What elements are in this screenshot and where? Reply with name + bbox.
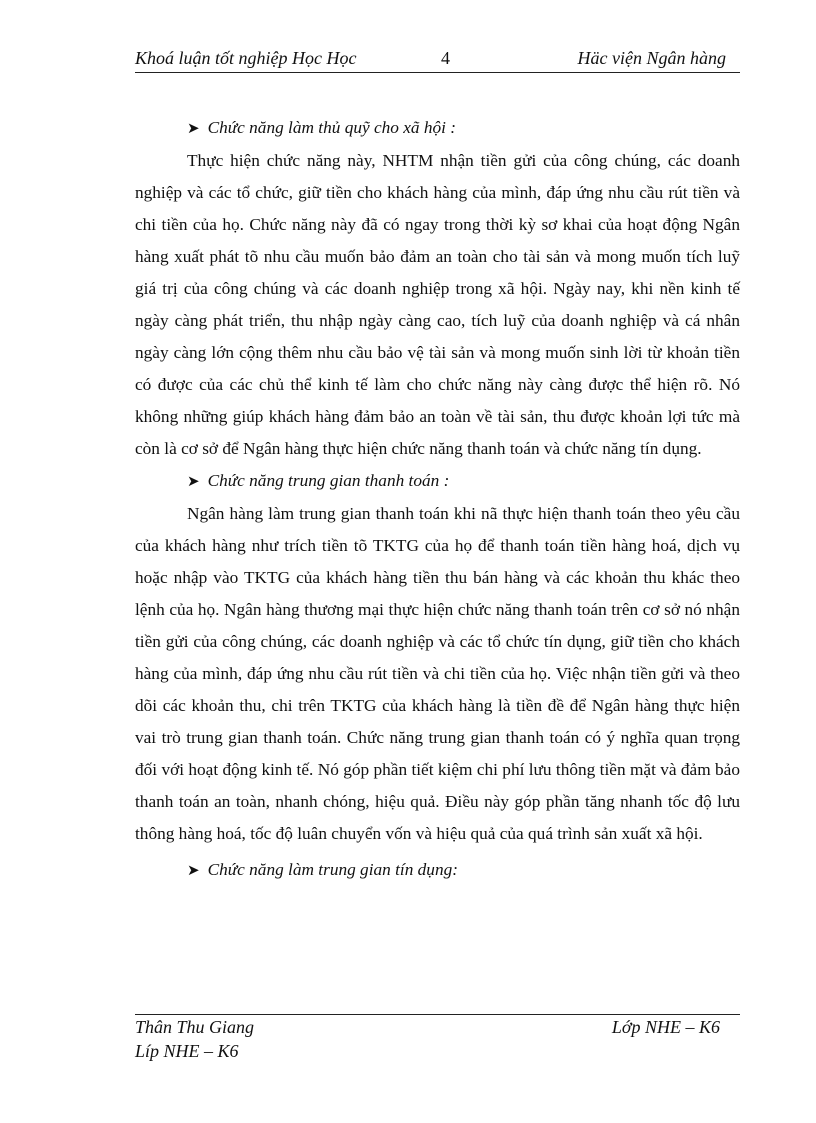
header-thesis-title: Khoá luận tốt nghiệp Học Học	[135, 48, 357, 68]
section-heading-text: Chức năng làm trung gian tín dụng:	[207, 860, 458, 879]
page-number: 4	[441, 48, 450, 68]
section-heading-text: Chức năng làm thủ quỹ cho xã hội :	[207, 118, 457, 137]
arrow-bullet-icon: ➤	[187, 121, 200, 137]
arrow-bullet-icon: ➤	[187, 863, 200, 879]
page-body	[135, 112, 740, 887]
section-heading	[135, 854, 740, 887]
section-heading	[135, 112, 740, 145]
paragraph: Thực hiện chức năng này, NHTM nhận tiền gửi của công chúng, các doanh nghiệp và các tổ chức, giữ tiền cho khách hàng của mình, đáp ứng nhu cầu rút tiền và chi tiền của họ. Chức năng này đã có ngay trong thời kỳ sơ khai của hoạt động Ngân hàng xuất phát tõ nhu cầu muốn bảo đảm an toàn cho tài sản và mong muốn tích luỹ giá trị của công chúng và các doanh nghiệp trong xã hội. Ngày nay, khi nền kinh tế ngày càng phát triển, thu nhập ngày càng cao, tích luỹ của doanh nghiệp và cá nhân ngày càng lớn cộng thêm nhu cầu bảo vệ tài sản và mong muốn sinh lời từ khoản tiền có được của các chủ thể kinh tế làm cho chức năng này càng được thể hiện rõ. Nó không những giúp khách hàng đảm bảo an toàn về tài sản, thu được khoản lợi tức mà còn là cơ sở để Ngân hàng thực hiện chức năng thanh toán và chức năng tín dụng.	[135, 151, 740, 458]
section-heading	[135, 465, 740, 498]
footer-class-left: Líp NHE – K6	[135, 1041, 239, 1061]
section-heading-text: Chức năng trung gian thanh toán :	[207, 471, 450, 490]
arrow-bullet-icon: ➤	[187, 474, 200, 490]
page-header	[135, 48, 740, 73]
footer-class-right: Lớp NHE – K6	[611, 1017, 720, 1037]
paragraph: Ngân hàng làm trung gian thanh toán khi nã thực hiện thanh toán theo yêu cầu của khách hàng như trích tiền tõ TKTG của họ để thanh toán tiền hàng hoá, dịch vụ hoặc nhập vào TKTG của khách hàng tiền thu bán hàng và các khoản thu khác theo lệnh của họ. Ngân hàng thương mại thực hiện chức năng thanh toán trên cơ sở nó nhận tiền gửi của công chúng, các doanh nghiệp và các tổ chức tín dụng, giữ tiền cho khách hàng của mình, đáp ứng nhu cầu rút tiền và chi tiền của họ. Việc nhận tiền gửi và theo dõi các khoản thu, chi trên TKTG của khách hàng là tiền đề để Ngân hàng thực hiện vai trò trung gian thanh toán. Chức năng trung gian thanh toán có ý nghĩa quan trọng đối với hoạt động kinh tế. Nó góp phần tiết kiệm chi phí lưu thông tiền mặt và đảm bảo thanh toán an toàn, nhanh chóng, hiệu quả. Điều này góp phần tăng nhanh tốc độ lưu thông hàng hoá, tốc độ luân chuyển vốn và hiệu quả của quá trình sản xuất xã hội.	[135, 504, 740, 843]
footer-author: Thân Thu Giang	[135, 1017, 255, 1037]
header-institution: Häc viện Ngân hàng	[577, 48, 726, 68]
